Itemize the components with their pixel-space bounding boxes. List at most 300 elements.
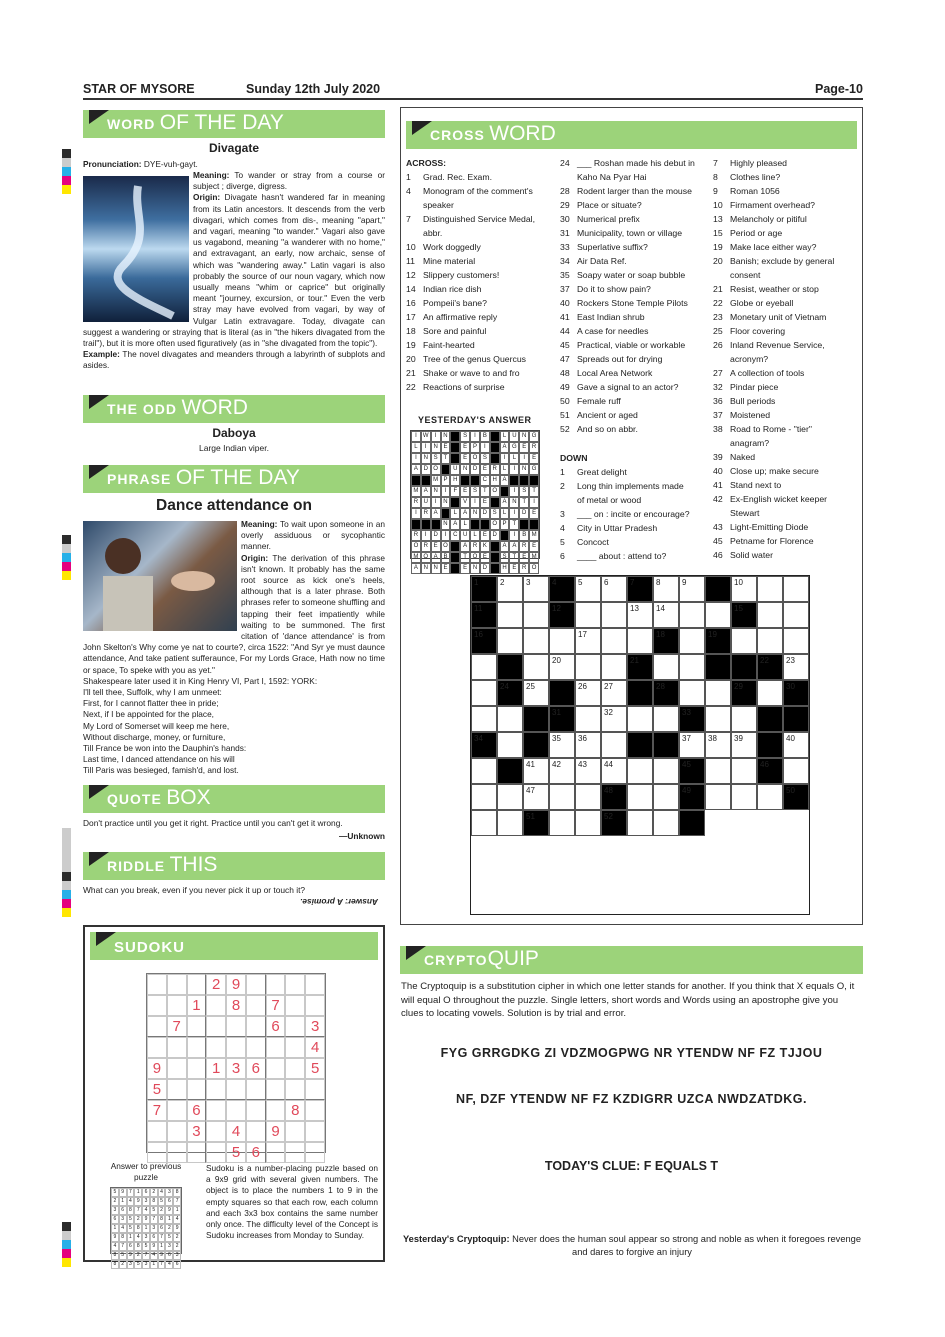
sudoku-description: Sudoku is a number-placing puzzle based on a 9x9 grid with several given numbers. The object is to place the numbers 1 to 9 in the empty squares so that each row, each column and each 3x3 box contains the same number only once. The difficulty level of the Concept is Sudoku increases from Monday to Sunday.	[206, 1163, 378, 1241]
crossword-grid	[470, 575, 810, 915]
crossword-cell	[783, 576, 809, 602]
answer-black-cell	[450, 541, 460, 552]
odd-word-meaning: Large Indian viper.	[199, 443, 269, 453]
sudoku-answer-cell: 3	[111, 1206, 119, 1215]
answer-cell: T	[441, 453, 451, 464]
answer-cell: I	[411, 508, 421, 519]
down-title: DOWN	[560, 453, 588, 463]
sudoku-answer-cell: 9	[150, 1242, 158, 1251]
answer-cell: N	[431, 563, 441, 574]
answer-black-cell	[450, 431, 460, 442]
sudoku-answer-cell: 5	[165, 1233, 173, 1242]
sudoku-cell[interactable]: 9	[226, 974, 246, 995]
clue-item: 18 Sore and painful	[406, 326, 487, 336]
answer-cell: E	[460, 453, 470, 464]
quote-author: —Unknown	[338, 831, 385, 841]
answer-black-cell	[490, 563, 500, 574]
clue-item: 26 Inland Revenue Service,	[713, 340, 825, 350]
sudoku-cell[interactable]	[266, 1142, 286, 1163]
answer-cell: R	[411, 530, 421, 541]
sudoku-cell[interactable]: 1	[187, 995, 207, 1016]
clue-item: 23 Monetary unit of Vietnam	[713, 312, 827, 322]
sudoku-answer-cell: 1	[119, 1197, 127, 1206]
sudoku-cell[interactable]	[167, 1079, 187, 1100]
sudoku-answer-cell: 6	[165, 1197, 173, 1206]
sudoku-cell[interactable]	[285, 1121, 305, 1142]
clue-item: 32 Pindar piece	[713, 382, 779, 392]
clue-item: 45 Practical, viable or workable	[560, 340, 686, 350]
crossword-cell: 5	[575, 576, 601, 602]
answer-cell: E	[460, 486, 470, 497]
answer-cell: E	[519, 442, 529, 453]
answer-cell: E	[431, 541, 441, 552]
crossword-black-cell	[627, 680, 653, 706]
sudoku-answer-cell: 4	[150, 1251, 158, 1260]
answer-black-cell	[450, 453, 460, 464]
sudoku-cell[interactable]	[305, 1142, 325, 1163]
answer-black-cell	[431, 519, 441, 530]
sudoku-answer-cell: 2	[173, 1242, 181, 1251]
cryptoquip-line-2: NF, DZF YTENDW NF FZ KZDIGRR UZCA NWDZATDKG.	[456, 1092, 807, 1106]
sudoku-answer-cell: 9	[158, 1251, 166, 1260]
crossword-cell	[653, 654, 679, 680]
sudoku-cell[interactable]	[226, 1016, 246, 1037]
crossword-cell: 27	[601, 680, 627, 706]
answer-cell: E	[529, 508, 539, 519]
poem-line: Without discharge, money, or furniture,	[83, 731, 226, 742]
answer-cell: T	[519, 497, 529, 508]
answer-cell: C	[480, 475, 490, 486]
sudoku-cell[interactable]	[147, 1016, 167, 1037]
crossword-cell: 35	[549, 732, 575, 758]
sudoku-cell[interactable]	[187, 1142, 207, 1163]
sudoku-cell[interactable]: 8	[285, 1100, 305, 1121]
answer-black-cell	[519, 475, 529, 486]
sudoku-band: SUDOKU	[90, 932, 378, 960]
word-body: Meaning: To wander or stray from a course or subject ; diverge, digress. Origin: Divagate hasn't wandered far in meaning from its Latin ancestors. It descends from the verb divagari, which comes from dis-, meaning "apart," and vagari, meaning "to wander." Vagari also gave us vagabond, meaning "a wanderer with no home," and extravagant, an early, now archaic, sense of which was "wandering away." Latin vagari is also probably the source of our noun vagary, which now usually means "whim or caprice" but originally meant "journey, excursion, or tour." Even the verb stray may have evolved from vagari, by way of Vulgar Latin extravagare. Today, divagate can suggest a wandering or straying that is literal (as in "the hikers divagated from the trail"), but it is more often used figuratively (as in "she divagated from the topic"). Example: The novel divagates and meanders through a labyrinth of subplots and asides.	[83, 170, 385, 371]
answer-cell: A	[421, 486, 431, 497]
crossword-cell: 26	[575, 680, 601, 706]
answer-black-cell	[490, 552, 500, 563]
answer-cell: M	[529, 552, 539, 563]
answer-cell: E	[509, 563, 519, 574]
sudoku-cell[interactable]	[246, 995, 266, 1016]
crossword-cell	[601, 654, 627, 680]
clue-item: 10 Firmament overhead?	[713, 200, 815, 210]
crossword-black-cell: 19	[705, 628, 731, 654]
crossword-cell: 25	[523, 680, 549, 706]
answer-black-cell	[500, 530, 510, 541]
sudoku-answer-cell: 1	[142, 1224, 150, 1233]
crossword-black-cell: 7	[627, 576, 653, 602]
crossword-cell	[757, 576, 783, 602]
sudoku-cell[interactable]: 4	[226, 1121, 246, 1142]
crossword-black-cell	[627, 732, 653, 758]
answer-cell: O	[431, 464, 441, 475]
crossword-cell: 20	[549, 654, 575, 680]
answer-cell: I	[509, 464, 519, 475]
across-title: ACROSS:	[406, 158, 447, 168]
answer-cell: T	[529, 486, 539, 497]
sudoku-answer-cell: 2	[111, 1197, 119, 1206]
answer-cell: N	[441, 519, 451, 530]
crossword-cell	[731, 706, 757, 732]
sudoku-answer-cell: 9	[134, 1197, 142, 1206]
answer-cell: I	[431, 497, 441, 508]
crossword-cell: 14	[653, 602, 679, 628]
crossword-black-cell: 24	[497, 680, 523, 706]
answer-cell: N	[470, 563, 480, 574]
cryptoquip-line-1: FYG GRRGDKG ZI VDZMOGPWG NR YTENDW NF FZ TJJOU	[440, 1046, 823, 1060]
answer-cell: T	[509, 552, 519, 563]
answer-cell: L	[460, 519, 470, 530]
clue-item: 46 Solid water	[713, 550, 773, 560]
answer-cell: R	[411, 497, 421, 508]
clue-item: 31 Municipality, town or village	[560, 228, 683, 238]
sudoku-answer-cell: 3	[150, 1224, 158, 1233]
answer-cell: E	[460, 442, 470, 453]
clue-item: 22 Reactions of surprise	[406, 382, 505, 392]
answer-black-cell	[480, 519, 490, 530]
sudoku-cell[interactable]: 6	[246, 1058, 266, 1079]
sudoku-answer-cell: 3	[119, 1215, 127, 1224]
sudoku-cell[interactable]: 3	[305, 1016, 325, 1037]
sudoku-answer-cell: 1	[134, 1188, 142, 1197]
crossword-cell	[601, 602, 627, 628]
sudoku-answer-cell: 8	[134, 1242, 142, 1251]
sudoku-cell[interactable]	[285, 1079, 305, 1100]
sudoku-cell[interactable]	[167, 1142, 187, 1163]
across-clues-2	[560, 156, 695, 436]
sudoku-cell[interactable]	[285, 1058, 305, 1079]
crossword-cell	[471, 758, 497, 784]
answer-black-cell	[500, 486, 510, 497]
sudoku-cell[interactable]	[285, 995, 305, 1016]
crossword-cell	[523, 602, 549, 628]
sudoku-cell[interactable]: 8	[226, 995, 246, 1016]
sudoku-cell[interactable]	[206, 1037, 226, 1058]
pronunciation: Pronunciation: DYE-vuh-gayt.	[83, 159, 198, 169]
sudoku-cell[interactable]	[187, 1079, 207, 1100]
answer-cell: E	[529, 541, 539, 552]
sudoku-answer-cell: 5	[134, 1260, 142, 1269]
phrase-poem	[83, 676, 385, 777]
crossword-cell	[549, 628, 575, 654]
sudoku-cell[interactable]	[187, 974, 207, 995]
sudoku-cell[interactable]: 3	[226, 1058, 246, 1079]
crossword-cell: 47	[523, 784, 549, 810]
answer-cell: L	[411, 442, 421, 453]
clue-item: 20 Tree of the genus Quercus	[406, 354, 527, 364]
sudoku-answer-cell: 8	[173, 1188, 181, 1197]
clue-item: 13 Melancholy or pitiful	[713, 214, 807, 224]
crossword-cell	[497, 602, 523, 628]
answer-cell: S	[431, 453, 441, 464]
sudoku-answer-cell: 6	[142, 1188, 150, 1197]
sudoku-answer-cell: 2	[165, 1224, 173, 1233]
clue-item: 1 Grad. Rec. Exam.	[406, 172, 493, 182]
sudoku-cell[interactable]: 9	[147, 1058, 167, 1079]
sudoku-answer-cell: 9	[127, 1251, 135, 1260]
sudoku-cell[interactable]	[206, 1121, 226, 1142]
clue-item: 27 A collection of tools	[713, 368, 805, 378]
sudoku-cell[interactable]	[226, 1037, 246, 1058]
answer-cell: A	[500, 497, 510, 508]
answer-cell: F	[450, 486, 460, 497]
answer-cell: E	[480, 530, 490, 541]
sudoku-answer-cell: 9	[119, 1188, 127, 1197]
sudoku-cell[interactable]	[206, 1142, 226, 1163]
sudoku-cell[interactable]	[266, 1100, 286, 1121]
sudoku-answer-cell: 4	[111, 1242, 119, 1251]
sudoku-cell[interactable]: 5	[226, 1142, 246, 1163]
crossword-cell	[627, 810, 653, 836]
phrase-body: Meaning: To wait upon someone in an overly assiduous or sycophantic manner. Origin: The derivation of this phrase isn't known. It probably has the same root source as kick one's heels, although that is a later phrase. Both phrases refer to someone shuffling and tapping their feet impatiently while waiting to be summoned. The first citation of 'dance attendance' is from John Skelton's Why come ye nat to courte?, circa 1522: "And Syr ye must daunce attendance, And take patient sufferaunce, For my Lords Grace, Hath now no time or space, To speke with you as yet." Shakespeare later used it in King Henry VI, Part I, 1592: YORK: I'll tell thee, Suffolk, why I am unmeet: First, for I cannot flatter thee in pride; Next, if I be appointed for the place, My Lord of Somerset will keep me here, Without discharge, money, or furniture, Till France be won into the Dauphin's hands: Last time, I danced attendance on his will Till Paris was besieged, famish'd, and lost.	[83, 519, 385, 776]
sudoku-cell[interactable]	[187, 1037, 207, 1058]
sudoku-cell[interactable]	[206, 1079, 226, 1100]
clue-item: 15 Period or age	[713, 228, 783, 238]
answer-black-cell	[450, 563, 460, 574]
sudoku-cell[interactable]: 5	[147, 1079, 167, 1100]
sudoku-cell[interactable]	[266, 1037, 286, 1058]
crossword-cell	[497, 706, 523, 732]
answer-black-cell	[450, 497, 460, 508]
down-clues-1	[560, 465, 690, 563]
crossword-black-cell	[497, 654, 523, 680]
crossword-cell	[471, 810, 497, 836]
answer-black-cell	[421, 519, 431, 530]
cryptoquip-clue: TODAY'S CLUE: F EQUALS T	[544, 1159, 719, 1173]
answer-cell: H	[450, 475, 460, 486]
poem-line: I'll tell thee, Suffolk, why I am unmeet:	[83, 687, 222, 698]
sudoku-cell[interactable]	[305, 974, 325, 995]
sudoku-cell[interactable]	[147, 995, 167, 1016]
answer-cell: P	[470, 442, 480, 453]
crossword-black-cell	[679, 810, 705, 836]
clue-item: 22 Globe or eyeball	[713, 298, 794, 308]
crossword-black-cell: 16	[471, 628, 497, 654]
answer-cell: V	[460, 497, 470, 508]
sudoku-answer-cell: 3	[127, 1260, 135, 1269]
sudoku-answer-cell: 4	[119, 1224, 127, 1233]
sudoku-cell[interactable]	[167, 974, 187, 995]
crossword-cell	[523, 654, 549, 680]
clue-item: 42 Ex-English wicket keeper	[713, 494, 828, 504]
poem-line: Till Paris was besieged, famish'd, and lost.	[83, 765, 239, 776]
sudoku-cell[interactable]: 7	[167, 1016, 187, 1037]
sudoku-cell[interactable]	[167, 995, 187, 1016]
sudoku-cell[interactable]	[246, 1100, 266, 1121]
crossword-cell: 3	[523, 576, 549, 602]
sudoku-cell[interactable]: 1	[206, 1058, 226, 1079]
answer-black-cell	[490, 497, 500, 508]
sudoku-cell[interactable]: 4	[305, 1037, 325, 1058]
clue-item: of metal or wood	[577, 495, 642, 505]
crossword-cell: 9	[679, 576, 705, 602]
phrase-band: PHRASE OF THE DAY	[83, 465, 385, 493]
crossword-black-cell	[757, 732, 783, 758]
sudoku-answer-cell: 7	[150, 1215, 158, 1224]
sudoku-answer-cell: 7	[173, 1197, 181, 1206]
clue-item: 10 Work doggedly	[406, 242, 481, 252]
sudoku-cell[interactable]	[226, 1100, 246, 1121]
answer-black-cell	[470, 475, 480, 486]
sudoku-cell[interactable]	[285, 1016, 305, 1037]
sudoku-cell[interactable]	[167, 1037, 187, 1058]
answer-cell: A	[411, 464, 421, 475]
crossword-cell	[705, 706, 731, 732]
clue-item: Kaho Na Pyar Hai	[577, 172, 647, 182]
clue-item: Stewart	[730, 508, 760, 518]
sudoku-cell[interactable]	[187, 1058, 207, 1079]
sudoku-cell[interactable]	[305, 1079, 325, 1100]
sudoku-answer-cell: 1	[165, 1215, 173, 1224]
sudoku-answer-cell: 5	[119, 1251, 127, 1260]
clue-item: 44 A case for needles	[560, 326, 649, 336]
sudoku-cell[interactable]	[147, 1037, 167, 1058]
sudoku-cell[interactable]: 6	[187, 1100, 207, 1121]
sudoku-cell[interactable]	[246, 1121, 266, 1142]
sudoku-cell[interactable]: 7	[147, 1100, 167, 1121]
clue-item: acronym?	[730, 354, 769, 364]
clue-item: 14 Indian rice dish	[406, 284, 482, 294]
quote-text: Don't practice until you get it right. Practice until you can't get it wrong.	[83, 818, 343, 828]
sudoku-answer-cell: 8	[158, 1215, 166, 1224]
registration-mark	[62, 149, 71, 194]
sudoku-cell[interactable]	[266, 974, 286, 995]
answer-cell: G	[529, 464, 539, 475]
crossword-cell	[731, 758, 757, 784]
sudoku-cell[interactable]: 3	[187, 1121, 207, 1142]
answer-cell: S	[519, 486, 529, 497]
crossword-cell: 38	[705, 732, 731, 758]
sudoku-cell[interactable]	[305, 995, 325, 1016]
sudoku-cell[interactable]	[285, 1037, 305, 1058]
clue-item: 33 Superlative suffix?	[560, 242, 648, 252]
crossword-cell: 23	[783, 654, 809, 680]
clue-item: 9 Roman 1056	[713, 186, 780, 196]
clue-item: 7 Highly pleased	[713, 158, 787, 168]
sudoku-cell[interactable]: 2	[206, 974, 226, 995]
sudoku-cell[interactable]	[266, 1058, 286, 1079]
answer-cell: O	[490, 519, 500, 530]
answer-cell: I	[441, 486, 451, 497]
crossword-cell	[705, 680, 731, 706]
crossword-cell	[757, 602, 783, 628]
crossword-black-cell: 52	[601, 810, 627, 836]
crossword-black-cell	[523, 732, 549, 758]
sudoku-cell[interactable]	[285, 974, 305, 995]
sudoku-cell[interactable]	[167, 1058, 187, 1079]
crossword-cell	[679, 680, 705, 706]
crossword-cell	[757, 628, 783, 654]
clue-item: 43 Light-Emitting Diode	[713, 522, 809, 532]
sudoku-cell[interactable]: 6	[246, 1142, 266, 1163]
answer-cell: N	[431, 442, 441, 453]
answer-cell: O	[411, 541, 421, 552]
answer-black-cell	[441, 464, 451, 475]
answer-cell: R	[421, 508, 431, 519]
sudoku-cell[interactable]	[167, 1121, 187, 1142]
answer-cell: L	[509, 453, 519, 464]
sudoku-cell[interactable]	[147, 1142, 167, 1163]
sudoku-answer-cell: 2	[119, 1260, 127, 1269]
sudoku-cell[interactable]: 9	[266, 1121, 286, 1142]
sudoku-cell[interactable]	[226, 1079, 246, 1100]
sudoku-answer-cell: 6	[127, 1242, 135, 1251]
answer-cell: I	[441, 530, 451, 541]
answer-cell: U	[509, 431, 519, 442]
sudoku-answer-cell: 4	[127, 1197, 135, 1206]
odd-word-band: THE ODD WORD	[83, 395, 385, 423]
crossword-cell	[653, 810, 679, 836]
sudoku-cell[interactable]	[285, 1142, 305, 1163]
crossword-black-cell: 18	[653, 628, 679, 654]
sudoku-cell[interactable]: 5	[305, 1058, 325, 1079]
sudoku-cell[interactable]	[147, 1121, 167, 1142]
sudoku-answer-cell: 5	[127, 1215, 135, 1224]
crossword-cell	[705, 784, 731, 810]
clue-item: 21 Resist, weather or stop	[713, 284, 819, 294]
sudoku-cell[interactable]	[167, 1100, 187, 1121]
sudoku-cell[interactable]	[246, 1016, 266, 1037]
answer-cell: N	[431, 486, 441, 497]
crossword-black-cell: 30	[783, 680, 809, 706]
crossword-black-cell: 28	[653, 680, 679, 706]
sudoku-cell[interactable]	[206, 995, 226, 1016]
sudoku-cell[interactable]: 6	[266, 1016, 286, 1037]
clue-item: 34 Air Data Ref.	[560, 256, 627, 266]
answer-cell: U	[421, 497, 431, 508]
sudoku-answer-cell: 6	[150, 1233, 158, 1242]
sudoku-cell[interactable]	[147, 974, 167, 995]
sudoku-cell[interactable]	[305, 1100, 325, 1121]
crossword-cell	[627, 628, 653, 654]
riddle-answer: Answer: A promise.	[300, 897, 379, 907]
crossword-cell: 6	[601, 576, 627, 602]
crossword-black-cell: 45	[679, 758, 705, 784]
crossword-cell	[627, 706, 653, 732]
sudoku-answer-cell: 7	[158, 1233, 166, 1242]
answer-cell: A	[431, 552, 441, 563]
sudoku-cell[interactable]	[206, 1016, 226, 1037]
sudoku-cell[interactable]: 7	[266, 995, 286, 1016]
answer-cell: O	[441, 541, 451, 552]
sudoku-cell[interactable]	[305, 1121, 325, 1142]
answer-cell: I	[500, 453, 510, 464]
sudoku-cell[interactable]	[206, 1100, 226, 1121]
clue-item: 24 ___ Roshan made his debut in	[560, 158, 695, 168]
crossword-cell	[471, 784, 497, 810]
sudoku-answer-cell: 2	[173, 1233, 181, 1242]
sudoku-cell[interactable]	[266, 1079, 286, 1100]
crossword-cell	[627, 758, 653, 784]
clue-item: 4 Monogram of the comment's	[406, 186, 533, 196]
clue-item: 11 Mine material	[406, 256, 476, 266]
answer-cell: L	[450, 508, 460, 519]
clue-item: 35 Soapy water or soap bubble	[560, 270, 686, 280]
sudoku-answer-cell: 5	[111, 1188, 119, 1197]
crossword-cell	[497, 628, 523, 654]
sudoku-cell[interactable]	[246, 974, 266, 995]
sudoku-cell[interactable]	[187, 1016, 207, 1037]
clue-item: 4 City in Uttar Pradesh	[560, 523, 658, 533]
answer-cell: G	[509, 442, 519, 453]
sudoku-answer-cell: 3	[142, 1260, 150, 1269]
sudoku-cell[interactable]	[246, 1079, 266, 1100]
sudoku-cell[interactable]	[246, 1037, 266, 1058]
sudoku-answer-cell: 9	[173, 1224, 181, 1233]
